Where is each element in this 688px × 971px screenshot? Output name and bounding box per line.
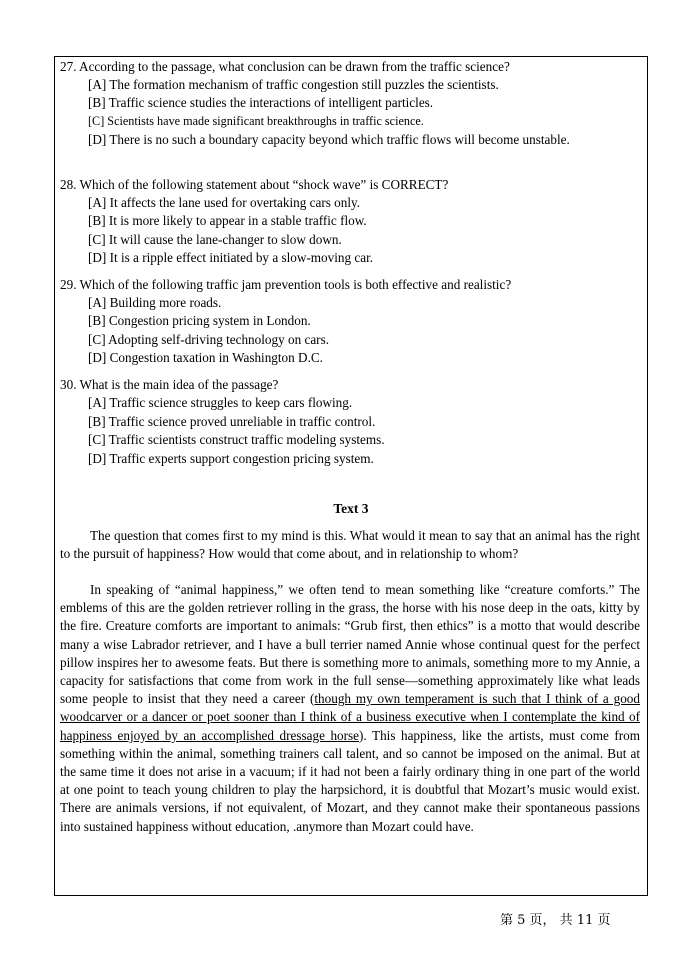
question-30-option-b: [B] Traffic science proved unreliable in traffic control. xyxy=(88,414,376,429)
question-30-option-a: [A] Traffic science struggles to keep cars flowing. xyxy=(88,395,353,410)
question-29-option-d: [D] Congestion taxation in Washington D.C. xyxy=(88,350,323,365)
question-28-stem: 28. Which of the following statement about “shock wave” is CORRECT? xyxy=(60,177,449,192)
question-27-option-c: [C] Scientists have made significant breakthroughs in traffic science. xyxy=(88,114,424,128)
question-30-stem: 30. What is the main idea of the passage? xyxy=(60,377,279,392)
text3-paragraph-2-end: ). This happiness, like the artists, must come from something within the animal, something trainers call talent, and so cannot be imposed on the animal. But at the same time it does not arise in a vacuum; if it had not been a fairly ordinary thing in one part of the world at one point to teach young children to play the harpsichord, it is doubtful that Mozart’s music would exist. There are animals versions, if not equivalent, of Mozart, and they cannot make their spontaneous passions into sustained happiness without education, .anymore than Mozart could have. xyxy=(60,727,640,834)
question-29-option-a: [A] Building more roads. xyxy=(88,295,222,310)
text3-paragraph-1: The question that comes first to my mind is this. What would it mean to say that an animal has the right to the pursuit of happiness? How would that come about, and in relationship to whom? xyxy=(60,528,640,562)
page-number-footer: 第 5 页， 共 11 页 xyxy=(500,913,611,928)
question-29-option-c: [C] Adopting self-driving technology on cars. xyxy=(88,332,329,347)
question-28-option-b: [B] It is more likely to appear in a stable traffic flow. xyxy=(88,213,367,228)
text3-paragraph-2 xyxy=(60,581,640,836)
question-27-option-d xyxy=(88,131,640,149)
question-28-option-a: [A] It affects the lane used for overtaking cars only. xyxy=(88,195,361,210)
question-28-option-c: [C] It will cause the lane-changer to slow down. xyxy=(88,232,342,247)
question-30-option-d: [D] Traffic experts support congestion pricing system. xyxy=(88,451,374,466)
question-27-stem: 27. According to the passage, what conclusion can be drawn from the traffic science? xyxy=(60,59,510,74)
question-27-option-a: [A] The formation mechanism of traffic congestion still puzzles the scientists. xyxy=(88,77,499,92)
text3-paragraph-2-start: In speaking of “animal happiness,” we often tend to mean something like “creature comforts.” The emblems of this are the golden retriever rolling in the grass, the horse with his nose deep in the oats, kitty by the fire. Creature comforts are important to animals: “Grub first, then ethics” is a motto that would describe many a wise Labrador retriever, and I have a bull terrier named Annie whose continual quest for the perfect pillow inspires her to awesome feats. But there is something more to animals, something more to my Annie, a capacity for satisfactions that come from work in the full sense—something approximately like what leads some people to insist that they need a career ( xyxy=(60,582,640,707)
question-28-option-d: [D] It is a ripple effect initiated by a slow-moving car. xyxy=(88,250,374,265)
question-30-option-c: [C] Traffic scientists construct traffic modeling systems. xyxy=(88,432,385,447)
question-29-option-b: [B] Congestion pricing system in London. xyxy=(88,313,311,328)
question-27-option-d-text: [D] There is no such a boundary capacity beyond which traffic flows will become unstable. xyxy=(88,132,570,147)
question-27-option-b: [B] Traffic science studies the interactions of intelligent particles. xyxy=(88,95,434,110)
question-29-stem: 29. Which of the following traffic jam prevention tools is both effective and realistic? xyxy=(60,277,512,292)
text3-title: Text 3 xyxy=(333,501,369,516)
text3-underlined-passage: though my own temperament is such that I think of a good woodcarver or a dancer or poet sooner than I think of a business executive when I contemplate the kind of happiness enjoyed by an accomplished dressage horse xyxy=(60,691,640,743)
